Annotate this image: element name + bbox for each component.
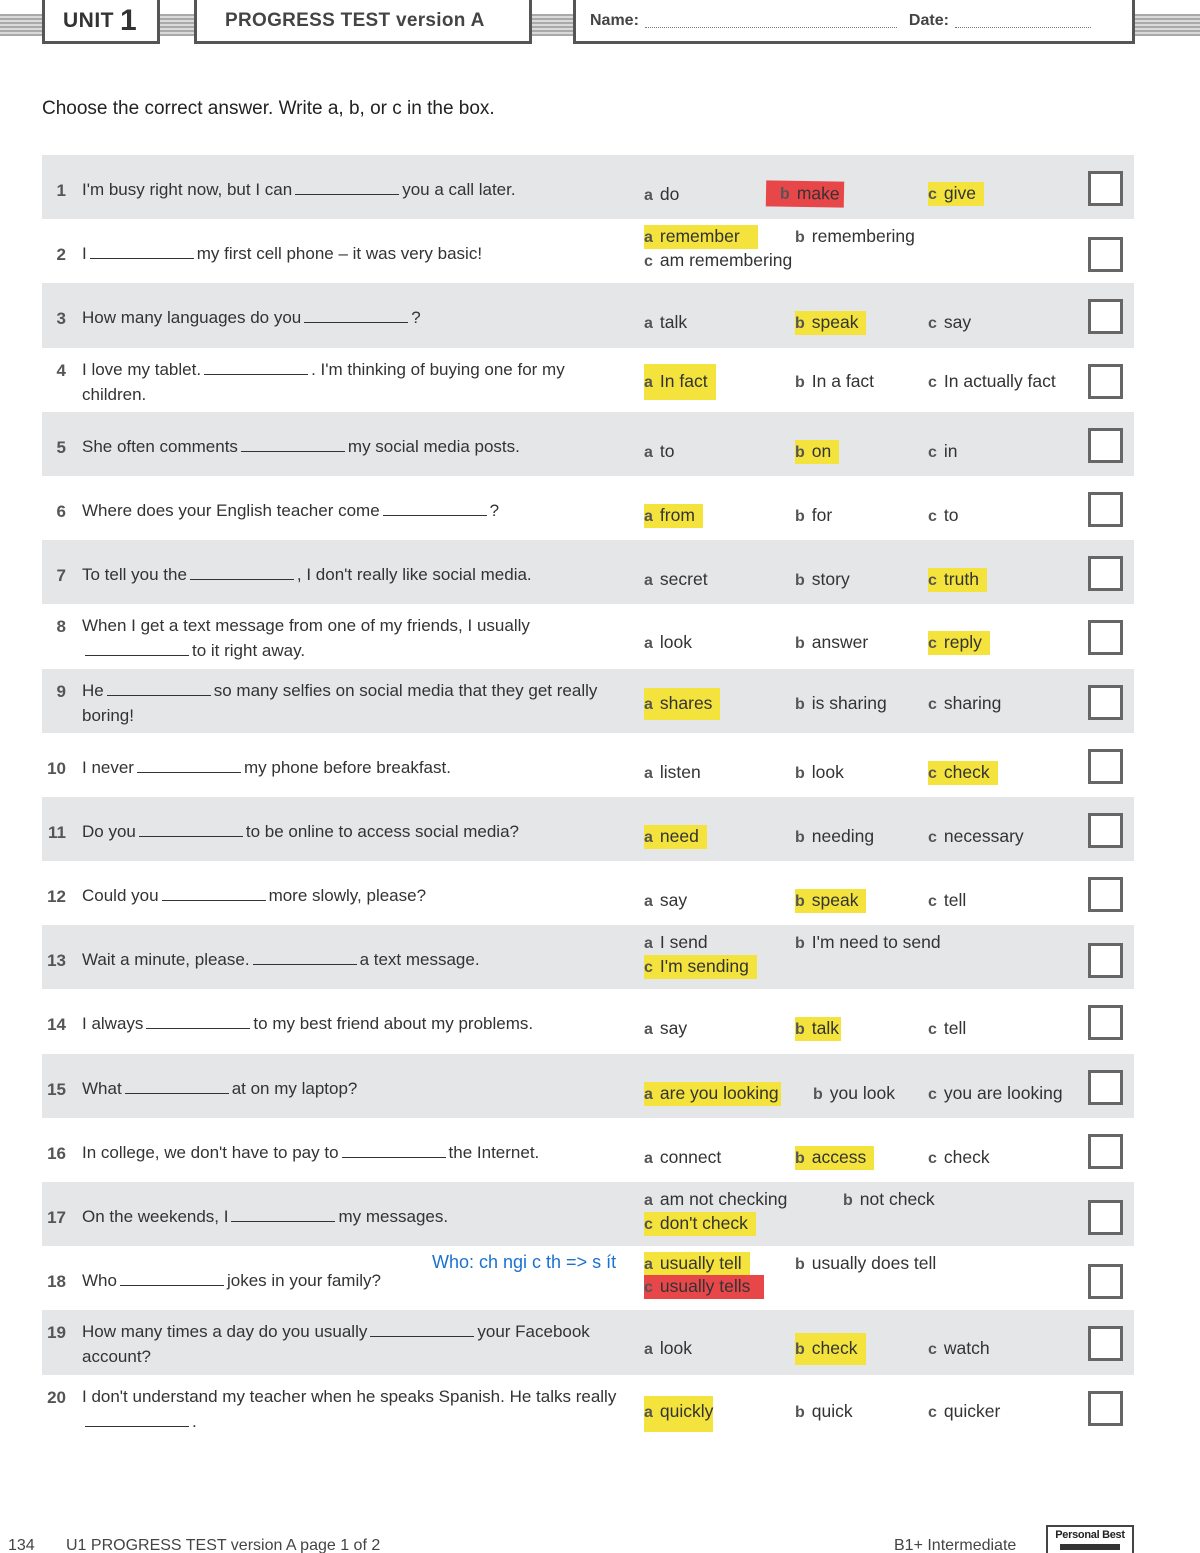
question-row [42,733,1134,797]
question-row [42,219,1134,283]
question-number: 15 [47,1079,66,1099]
option-b[interactable]: b talk [795,1017,841,1041]
question-number: 17 [47,1208,66,1227]
option-c[interactable]: c to [928,504,959,525]
option-c[interactable]: c tell [928,890,967,911]
question-stem: In college, we don't have to pay to the Internet. [82,1142,540,1162]
option-a[interactable]: a connect [644,1146,722,1167]
option-c[interactable]: c say [928,312,972,333]
answer-blank [85,1413,189,1427]
question-number: 13 [47,951,66,971]
unit-label [42,0,160,44]
option-b[interactable]: b needing [795,825,875,846]
option-c[interactable]: c check [928,761,998,785]
question-row [42,348,1134,412]
option-b[interactable]: b speak [795,889,866,913]
option-c[interactable]: c don't check [644,1212,756,1236]
option-b[interactable]: b remembering [795,226,915,247]
answer-blank [241,438,345,452]
option-c[interactable]: c check [928,1146,990,1167]
question-row [42,412,1134,476]
option-c[interactable]: c truth [928,568,987,592]
question-stem: Wait a minute, please. a text message. [82,950,480,970]
name-field[interactable] [645,14,897,28]
option-a[interactable]: a say [644,1018,688,1039]
answer-blank [137,759,241,773]
answer-box[interactable] [1088,685,1123,720]
answer-box[interactable] [1088,492,1123,527]
answer-blank [253,951,357,965]
answer-box[interactable] [1088,1391,1123,1426]
question-stem: Do you to be online to access social media? [82,821,519,841]
option-b[interactable]: b you look [813,1082,895,1103]
option-b[interactable]: b I'm need to send [795,932,941,953]
option-b[interactable]: b story [795,569,850,590]
option-a[interactable]: a are you looking [644,1082,781,1106]
name-label: Name: [590,11,639,29]
test-title-box [194,0,532,44]
option-c[interactable]: c I'm sending [644,955,757,979]
option-a[interactable]: a In fact [644,364,716,400]
option-b[interactable]: b speak [795,311,866,335]
option-b[interactable]: b In a fact [795,370,875,391]
question-stem: How many languages do you ? [82,308,421,328]
option-a[interactable]: a shares [644,688,720,720]
option-b[interactable]: b make [766,180,844,207]
question-row [42,1310,1134,1374]
header-stripe [0,14,42,36]
question-stem: When I get a text message from one of my friends, I usuallyto it right away. [82,616,530,661]
question-stem: How many times a day do you usually your Facebook account? [82,1322,590,1367]
question-number: 1 [56,181,66,200]
answer-box[interactable] [1088,813,1123,848]
header [0,0,1200,44]
answer-box[interactable] [1088,877,1123,912]
unit-number: 1 [120,3,137,37]
answer-box[interactable] [1088,1264,1123,1299]
option-b[interactable]: b look [795,761,844,782]
option-a[interactable]: a say [644,890,688,911]
question-number: 18 [47,1272,66,1292]
question-list [42,155,1134,1439]
option-c[interactable]: c watch [928,1338,990,1359]
option-b[interactable]: b access [795,1146,874,1170]
question-stem: What at on my laptop? [82,1078,358,1098]
question-row [42,1054,1134,1118]
handwritten-note: Who: ch ngi c th => s ít [432,1252,617,1273]
question-number: 2 [56,245,66,265]
question-stem: To tell you the , I don't really like social media. [82,565,532,585]
option-a[interactable]: a need [644,825,707,849]
answer-box[interactable] [1088,171,1123,206]
question-stem: I'm busy right now, but I can you a call later. [82,180,516,199]
option-a[interactable]: a remember [644,225,758,249]
option-b[interactable]: b usually does tell [795,1253,937,1274]
option-c[interactable]: c sharing [928,692,1002,713]
answer-box[interactable] [1088,1070,1123,1105]
option-b[interactable]: b not check [843,1189,935,1209]
test-title: PROGRESS TEST version A [225,9,485,31]
question-row [42,797,1134,861]
question-row [42,989,1134,1053]
question-number: 19 [47,1323,66,1343]
answer-blank [295,181,399,195]
question-number: 16 [47,1143,66,1163]
option-a[interactable]: a look [644,1338,693,1359]
question-number: 11 [48,822,66,842]
answer-box[interactable] [1088,237,1123,272]
option-c[interactable]: c tell [928,1018,967,1039]
question-row [42,925,1134,989]
question-row [42,1375,1134,1439]
question-number: 9 [56,681,66,701]
header-stripe [160,14,194,36]
option-c[interactable]: c usually tells [644,1275,764,1299]
footer-title: U1 PROGRESS TEST version A page 1 of 2 [66,1537,381,1553]
date-label: Date: [908,11,949,29]
question-row [42,155,1134,219]
answer-blank [190,566,294,580]
answer-blank [342,1144,446,1158]
date-field[interactable] [955,14,1091,28]
option-a[interactable]: a look [644,632,693,653]
question-stem: I my first cell phone – it was very basic! [82,244,483,264]
answer-blank [304,309,408,323]
answer-box[interactable] [1088,620,1123,655]
question-stem: He so many selfies on social media that they get really boring! [82,680,598,725]
answer-box[interactable] [1088,749,1123,784]
question-stem: Where does your English teacher come ? [82,500,500,520]
unit-word: UNIT [63,8,114,32]
option-a[interactable]: a I send [644,932,708,953]
publisher-logo [1046,1525,1134,1553]
question-number: 12 [47,887,66,907]
answer-blank [85,642,189,656]
option-a[interactable]: a do [644,184,680,204]
answer-box[interactable] [1088,364,1123,399]
answer-box[interactable] [1088,943,1123,978]
option-a[interactable]: a from [644,504,703,528]
logo-text: Personal Best [1055,1529,1125,1541]
option-b[interactable]: b quick [795,1400,853,1421]
answer-blank [125,1080,229,1094]
question-number: 20 [47,1387,66,1407]
question-row [42,604,1134,668]
answer-blank [383,502,487,516]
option-a[interactable]: a secret [644,569,708,590]
answer-box[interactable] [1088,1200,1123,1235]
option-c[interactable]: c In actually fact [928,370,1056,391]
option-a[interactable]: a talk [644,312,688,333]
header-stripe [532,14,573,36]
option-c[interactable]: c in [928,440,958,461]
question-stem: I never my phone before breakfast. [82,757,451,777]
footer [0,1529,1200,1553]
question-stem: She often comments my social media posts. [82,436,520,456]
answer-box[interactable] [1088,428,1123,463]
question-number: 4 [56,360,66,380]
question-row [42,476,1134,540]
option-b[interactable]: b is sharing [795,692,887,713]
question-number: 10 [47,758,66,778]
answer-box[interactable] [1088,1005,1123,1040]
option-a[interactable]: a quickly [644,1396,713,1432]
answer-blank [162,887,266,901]
answer-blank [90,245,194,259]
option-a[interactable]: a usually tell [644,1252,750,1276]
option-b[interactable]: b on [795,440,839,464]
answer-box[interactable] [1088,556,1123,591]
question-row [42,283,1134,347]
question-number: 14 [47,1015,66,1035]
question-number: 3 [56,309,66,329]
answer-box[interactable] [1088,1134,1123,1169]
answer-blank [107,682,211,696]
option-c[interactable]: c am remembering [644,250,793,271]
answer-blank [204,361,308,375]
option-c[interactable]: c you are looking [928,1082,1063,1103]
question-stem: Could you more slowly, please? [82,886,427,906]
question-row [42,1246,1134,1310]
page-number: 134 [8,1537,35,1553]
answer-blank [231,1208,335,1222]
question-row [42,540,1134,604]
instruction: Choose the correct answer. Write a, b, or c in the box. [42,98,495,119]
question-stem: Who jokes in your family? [82,1271,381,1291]
name-date-box [573,0,1135,44]
question-row [42,669,1134,733]
option-a[interactable]: a listen [644,761,701,782]
answer-box[interactable] [1088,299,1123,334]
option-a[interactable]: a am not checking [644,1189,788,1209]
question-stem: I always to my best friend about my problems. [82,1014,534,1034]
question-number: 8 [56,617,66,637]
answer-blank [120,1272,224,1286]
option-c[interactable]: c quicker [928,1400,1001,1421]
level-label: B1+ Intermediate [894,1537,1017,1553]
question-number: 6 [56,501,66,521]
question-row [42,1118,1134,1182]
question-stem: On the weekends, I my messages. [82,1207,449,1226]
question-number: 5 [56,437,66,457]
option-c[interactable]: c give [928,182,984,206]
answer-blank [139,823,243,837]
question-stem: I love my tablet. . I'm thinking of buying one for my children. [82,359,565,404]
header-stripe [1135,14,1200,36]
option-b[interactable]: b for [795,504,833,525]
option-b[interactable]: b check [795,1333,866,1365]
question-stem: I don't understand my teacher when he speaks Spanish. He talks really. [82,1386,617,1431]
option-a[interactable]: a to [644,440,675,461]
question-row [42,861,1134,925]
option-c[interactable]: c necessary [928,825,1024,846]
answer-box[interactable] [1088,1326,1123,1361]
option-b[interactable]: b answer [795,632,869,653]
answer-blank [370,1323,474,1337]
answer-blank [146,1015,250,1029]
question-number: 7 [56,566,66,586]
question-row [42,1182,1134,1246]
option-c[interactable]: c reply [928,631,990,655]
